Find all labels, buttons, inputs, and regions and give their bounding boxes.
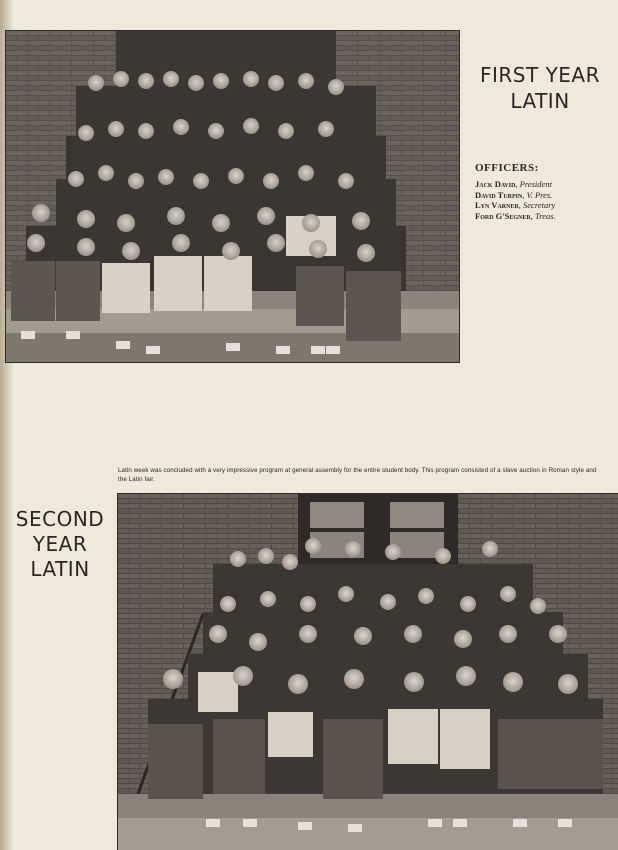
officer-row: Lyn Varner, Secretary [475, 200, 556, 210]
title-line-2: LATIN [510, 89, 570, 113]
officer-row: David Turpin, V. Pres. [475, 189, 553, 200]
officer-name: Ford G'Segner [475, 210, 531, 221]
latin-week-caption: Latin week was concluded with a very impressive program at general assembly for the entire student body. This program consisted of a slave auction in Roman style and the Latin fair. [118, 467, 597, 483]
officer-name: Lyn Varner [475, 200, 519, 210]
first-year-latin-group-photo [6, 31, 459, 362]
first-year-latin-title [462, 62, 618, 114]
title-line-1: FIRST YEAR [480, 63, 600, 87]
officers-list [475, 162, 615, 221]
officer-office: Treas. [534, 210, 556, 221]
title-line-1: SECOND [15, 507, 105, 531]
second-year-latin-group-photo [118, 494, 618, 850]
officer-office: V. Pres. [526, 189, 553, 200]
officer-name: David Turpin [475, 189, 523, 200]
title-line-2: YEAR [32, 532, 88, 556]
officer-office: Secretary [523, 200, 556, 210]
first-year-photo-illustration [6, 31, 459, 362]
officer-office: President [519, 179, 552, 189]
officer-name: Jack David [475, 179, 516, 189]
second-year-photo-illustration [118, 494, 618, 850]
officers-heading: OFFICERS: [475, 162, 539, 174]
officer-row: Ford G'Segner, Treas. [475, 210, 556, 221]
title-line-3: LATIN [30, 557, 90, 581]
second-year-latin-title [8, 507, 112, 582]
officer-row: Jack David, President [475, 179, 552, 189]
